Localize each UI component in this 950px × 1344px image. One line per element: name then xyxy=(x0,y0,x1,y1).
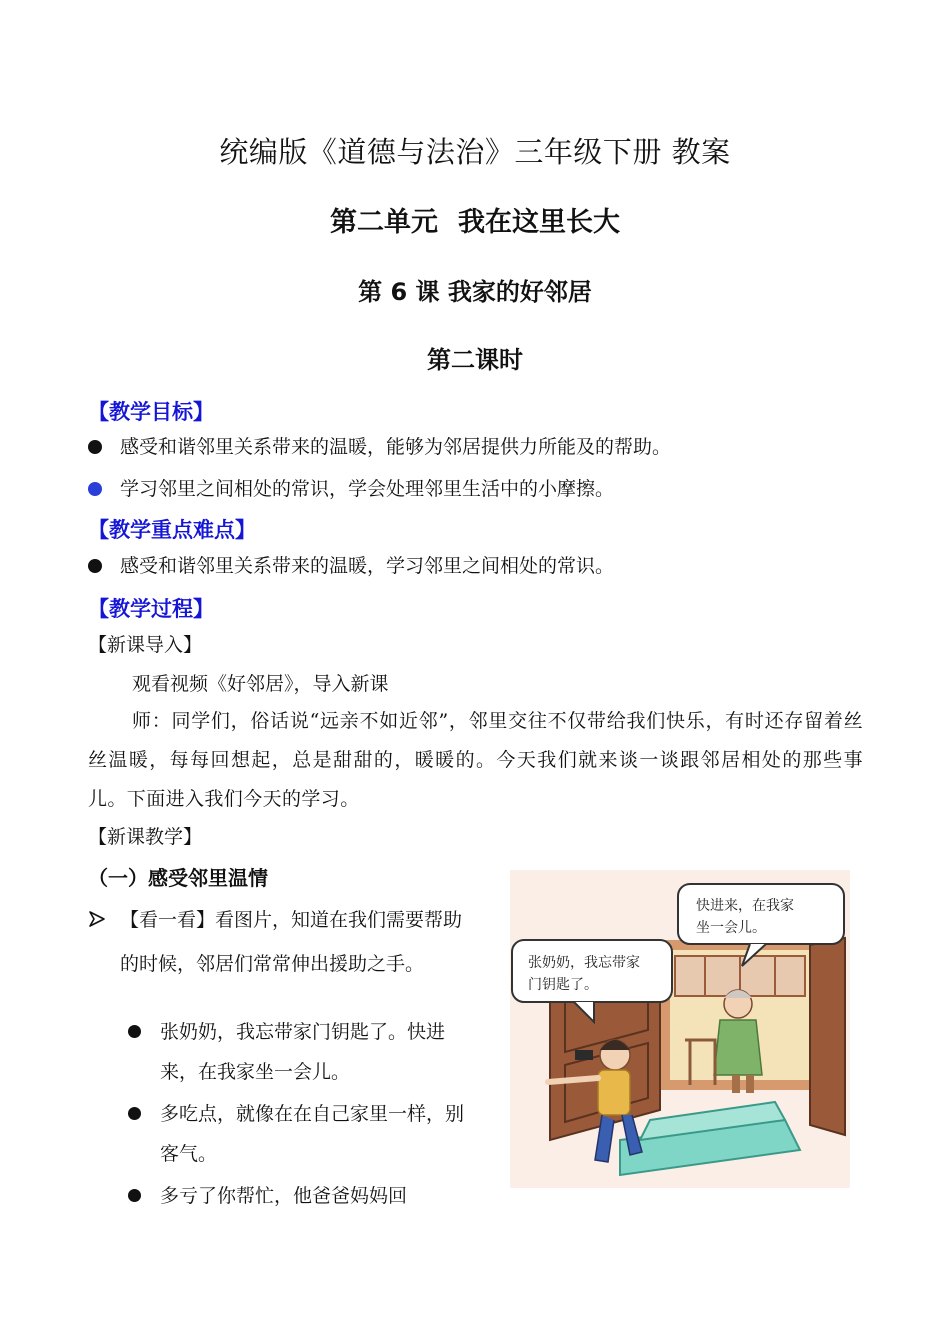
quote-text-2: 多吃点，就像在在自己家里一样，别客气。 xyxy=(160,1103,465,1165)
neighbor-illustration xyxy=(510,870,850,1188)
arrow-bullet-icon xyxy=(88,910,106,928)
part1-heading: （一）感受邻里温情 xyxy=(88,866,268,890)
objective-item-2 xyxy=(88,476,614,502)
teacher-paragraph: 师：同学们，俗话说“远亲不如近邻”，邻里交往不仅带给我们快乐，有时还存留着丝丝温暖，每每回想起，总是甜甜的，暖暖的。今天我们就来谈一谈跟邻居相处的那些事儿。下面进入我们今天的学习。 xyxy=(88,710,863,810)
objectives-heading: 【教学目标】 xyxy=(88,400,214,424)
quote-item xyxy=(128,1094,468,1174)
unit-name: 我在这里长大 xyxy=(458,207,620,238)
look-item xyxy=(88,898,468,986)
unit-title xyxy=(0,200,950,239)
bullet-icon xyxy=(88,559,102,573)
bubble-grandma-line1: 快进来，在我家 xyxy=(696,898,794,914)
backpack xyxy=(598,1070,630,1115)
period-title: 第二课时 xyxy=(427,346,523,374)
bullet-icon xyxy=(128,1107,141,1120)
objective-text-2: 学习邻里之间相处的常识，学会处理邻里生活中的小摩擦。 xyxy=(120,478,615,500)
bullet-icon xyxy=(128,1189,141,1202)
teach-label: 【新课教学】 xyxy=(88,826,203,848)
bullet-icon xyxy=(88,482,102,496)
quote-item xyxy=(128,1012,468,1092)
bubble-child-line1: 张奶奶，我忘带家 xyxy=(528,955,640,971)
bubble-grandma-line2: 坐一会儿。 xyxy=(696,920,766,936)
look-text: 【看一看】看图片，知道在我们需要帮助的时候，邻居们常常伸出援助之手。 xyxy=(120,909,463,975)
key-point-item-1 xyxy=(88,553,614,579)
bubble-child-line2: 门钥匙了。 xyxy=(528,977,598,993)
grandma-body xyxy=(714,1020,762,1075)
lesson-title: 第 6 课 我家的好邻居 xyxy=(358,278,592,306)
unit-label: 第二单元 xyxy=(330,207,438,238)
quote-list xyxy=(128,1012,468,1216)
objective-text-1: 感受和谐邻里关系带来的温暖，能够为邻居提供力所能及的帮助。 xyxy=(120,436,672,458)
bullet-icon xyxy=(128,1025,141,1038)
document-title: 统编版《道德与法治》三年级下册 教案 xyxy=(219,135,731,169)
intro-line: 观看视频《好邻居》，导入新课 xyxy=(132,673,389,695)
bullet-icon xyxy=(88,440,102,454)
key-point-text-1: 感受和谐邻里关系带来的温暖，学习邻里之间相处的常识。 xyxy=(120,555,615,577)
process-heading: 【教学过程】 xyxy=(88,597,214,621)
intro-label: 【新课导入】 xyxy=(88,634,203,656)
quote-item xyxy=(128,1176,468,1216)
quote-text-1: 张奶奶，我忘带家门钥匙了。快进来，在我家坐一会儿。 xyxy=(160,1021,446,1083)
door-right xyxy=(810,938,845,1135)
door-lock xyxy=(575,1050,593,1060)
child-arm xyxy=(548,1078,598,1082)
quote-text-3: 多亏了你帮忙，他爸爸妈妈回 xyxy=(160,1185,408,1207)
objective-item-1 xyxy=(88,434,671,460)
key-points-heading: 【教学重点难点】 xyxy=(88,518,256,542)
